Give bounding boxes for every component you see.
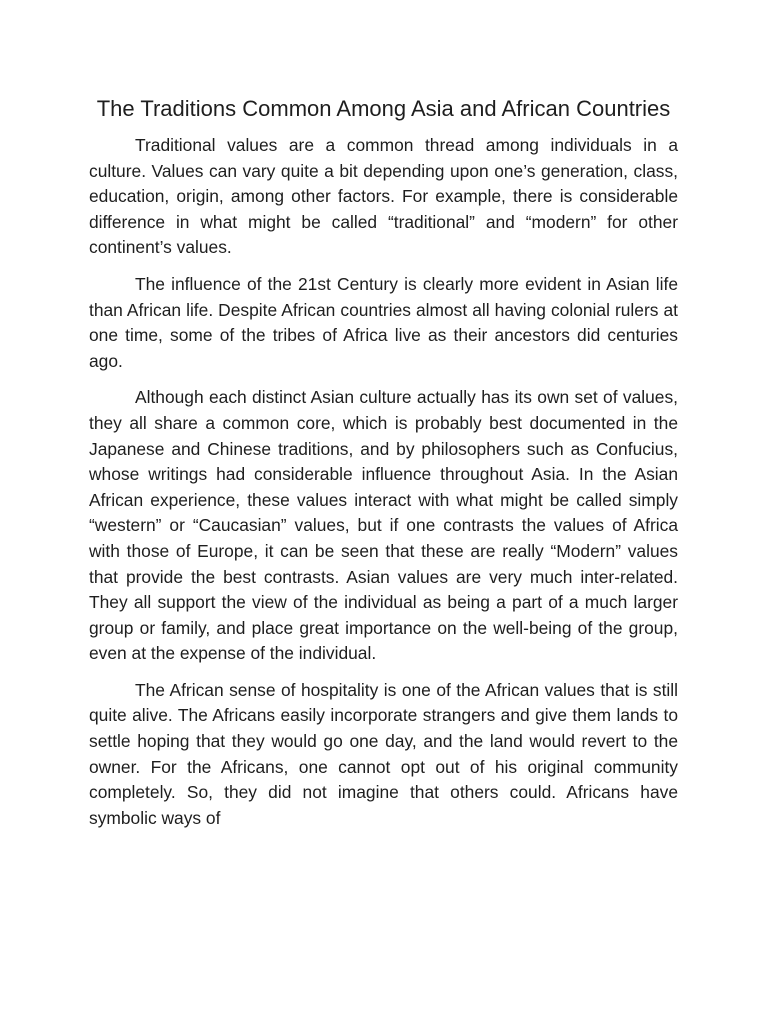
paragraph-4: The African sense of hospitality is one of the African values that is still quite alive. The Africans easily incorporate strangers and give them lands to settle hoping that they would go one day, and the land would revert to the owner. For the Africans, one cannot opt out of his original community completely. So, they did not imagine that others could. Africans have symbolic ways of xyxy=(89,679,678,828)
paragraph-3: Although each distinct Asian culture actually has its own set of values, they all share a common core, which is probably best documented in the Japanese and Chinese traditions, and by philosophers such as Confucius, whose writings had considerable influence throughout Asia. In the Asian African experience, these values interact with what might be called simply “western” or “Caucasian” values, but if one contrasts the values of Africa with those of Europe, it can be seen that these are really “Modern” values that provide the best contrasts. Asian values are very much inter-related. They all support the view of the individual as being a part of a much larger group or family, and place great importance on the well-being of the group, even at the expense of the individual. xyxy=(89,387,678,664)
paragraph-2: The influence of the 21st Century is clearly more evident in Asian life than African life. Despite African countries almost all having colonial rulers at one time, some of the tribes of Africa live as their ancestors did centuries ago. xyxy=(89,273,678,371)
document-title: The Traditions Common Among Asia and African Countries xyxy=(96,96,671,121)
paragraph-1: Traditional values are a common thread among individuals in a culture. Values can vary quite a bit depending upon one’s generation, class, education, origin, among other factors. For example, there is considerable difference in what might be called “traditional” and “modern” for other continent’s values. xyxy=(89,135,678,258)
document-page xyxy=(89,93,678,842)
